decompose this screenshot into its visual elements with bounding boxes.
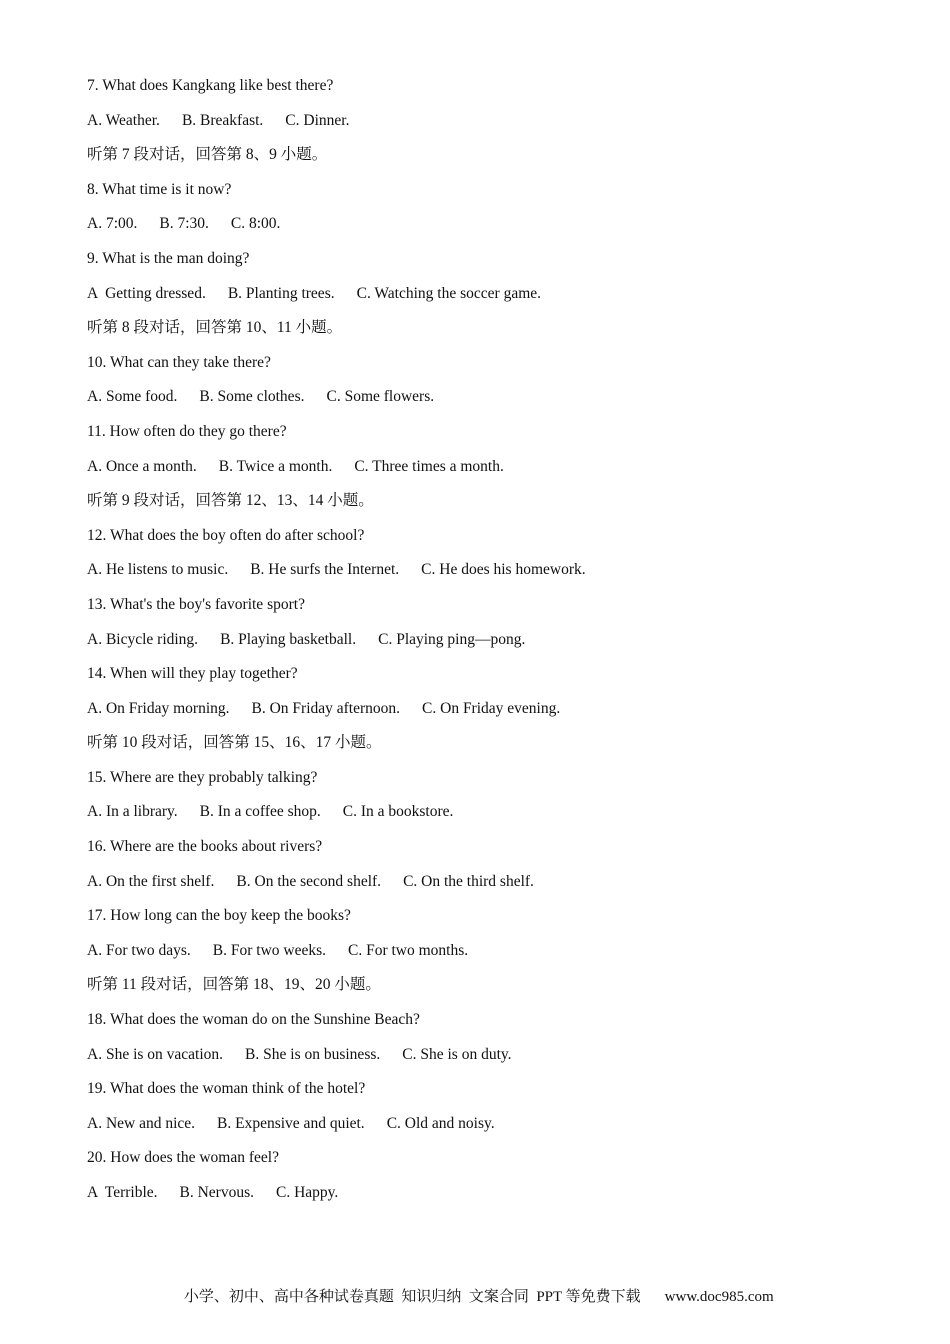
section-instruction: 听第 7 段对话，回答第 8、9 小题。 <box>87 146 328 164</box>
section-instruction: 听第 9 段对话，回答第 12、13、14 小题。 <box>87 492 374 510</box>
question-text: 9. What is the man doing? <box>87 249 250 267</box>
answer-option: B. Playing basketball. <box>220 630 357 648</box>
answer-option: B. Breakfast. <box>181 111 264 129</box>
answer-options <box>87 870 887 905</box>
exam-page-content <box>87 74 887 1216</box>
answer-option: B. She is on business. <box>245 1045 381 1063</box>
answer-option: C. She is on duty. <box>402 1045 512 1063</box>
answer-option: A. He listens to music. <box>87 561 229 579</box>
answer-option: C. Playing ping—pong. <box>378 630 526 648</box>
answer-option: B. On the second shelf. <box>236 872 382 890</box>
answer-option: A Terrible. <box>87 1184 158 1201</box>
answer-option: B. On Friday afternoon. <box>251 699 401 717</box>
question-text: 15. Where are they probably talking? <box>87 768 318 786</box>
question-text: 16. Where are the books about rivers? <box>87 838 323 856</box>
answer-option: A. Once a month. <box>87 457 197 475</box>
answer-option: B. Planting trees. <box>227 284 335 302</box>
answer-options <box>87 1181 887 1216</box>
question-text: 17. How long can the boy keep the books? <box>87 907 351 925</box>
answer-option: C. For two months. <box>348 941 469 959</box>
question-text: 10. What can they take there? <box>87 353 271 371</box>
answer-option: A. New and nice. <box>87 1114 196 1132</box>
answer-option: A. On Friday morning. <box>87 699 230 717</box>
answer-option: C. Old and noisy. <box>386 1114 495 1132</box>
question-text: 8. What time is it now? <box>87 180 232 198</box>
answer-option: A. Some food. <box>87 388 178 406</box>
footer-site-link[interactable]: www.doc985.com <box>664 1289 774 1305</box>
answer-option: C. On the third shelf. <box>403 872 534 890</box>
answer-options <box>87 212 887 247</box>
answer-option: A. On the first shelf. <box>87 872 215 890</box>
answer-option: A. Weather. <box>87 111 160 129</box>
section-instruction: 听第 11 段对话，回答第 18、19、20 小题。 <box>87 976 381 994</box>
answer-option: B. He surfs the Internet. <box>250 561 400 579</box>
answer-option: A Getting dressed. <box>87 284 206 302</box>
answer-option: C. Dinner. <box>285 111 350 129</box>
answer-option: C. On Friday evening. <box>422 699 561 717</box>
answer-option: B. Expensive and quiet. <box>217 1114 365 1132</box>
answer-option: B. 7:30. <box>159 215 209 233</box>
question-text: 7. What does Kangkang like best there? <box>87 77 334 94</box>
answer-option: A. She is on vacation. <box>87 1045 224 1063</box>
answer-option: B. In a coffee shop. <box>199 803 321 821</box>
answer-option: B. Nervous. <box>179 1184 254 1201</box>
answer-options <box>87 1112 887 1147</box>
answer-options <box>87 558 887 593</box>
answer-option: C. Happy. <box>276 1184 339 1201</box>
section-instruction: 听第 8 段对话，回答第 10、11 小题。 <box>87 319 343 337</box>
answer-options <box>87 628 887 663</box>
answer-option: B. Some clothes. <box>199 388 305 406</box>
answer-options <box>87 800 887 835</box>
answer-options <box>87 939 887 974</box>
answer-options <box>87 455 887 490</box>
question-text: 13. What's the boy's favorite sport? <box>87 595 305 613</box>
question-text: 12. What does the boy often do after school? <box>87 526 365 544</box>
section-instruction: 听第 10 段对话，回答第 15、16、17 小题。 <box>87 734 382 752</box>
answer-options <box>87 697 887 732</box>
page-footer <box>0 1268 950 1306</box>
answer-option: C. Watching the soccer game. <box>356 284 542 302</box>
question-text: 14. When will they play together? <box>87 665 298 683</box>
answer-option: C. Some flowers. <box>326 388 435 406</box>
answer-options <box>87 109 887 144</box>
answer-option: A. 7:00. <box>87 215 138 233</box>
answer-options <box>87 385 887 420</box>
answer-options <box>87 1043 887 1078</box>
answer-option: C. Three times a month. <box>354 457 504 475</box>
answer-option: C. In a bookstore. <box>342 803 454 821</box>
answer-options <box>87 282 887 317</box>
answer-option: B. For two weeks. <box>212 941 326 959</box>
footer-text: 小学、初中、高中各种试卷真题 知识归纳 文案合同 PPT 等免费下载 <box>183 1289 641 1305</box>
answer-option: A. For two days. <box>87 941 191 959</box>
answer-option: C. He does his homework. <box>421 561 586 579</box>
answer-option: B. Twice a month. <box>218 457 333 475</box>
question-text: 19. What does the woman think of the hotel? <box>87 1080 366 1098</box>
question-text: 18. What does the woman do on the Sunshine Beach? <box>87 1011 420 1029</box>
answer-option: C. 8:00. <box>230 215 281 233</box>
question-text: 11. How often do they go there? <box>87 422 287 440</box>
answer-option: A. Bicycle riding. <box>87 630 199 648</box>
answer-option: A. In a library. <box>87 803 178 821</box>
question-text: 20. How does the woman feel? <box>87 1149 279 1167</box>
